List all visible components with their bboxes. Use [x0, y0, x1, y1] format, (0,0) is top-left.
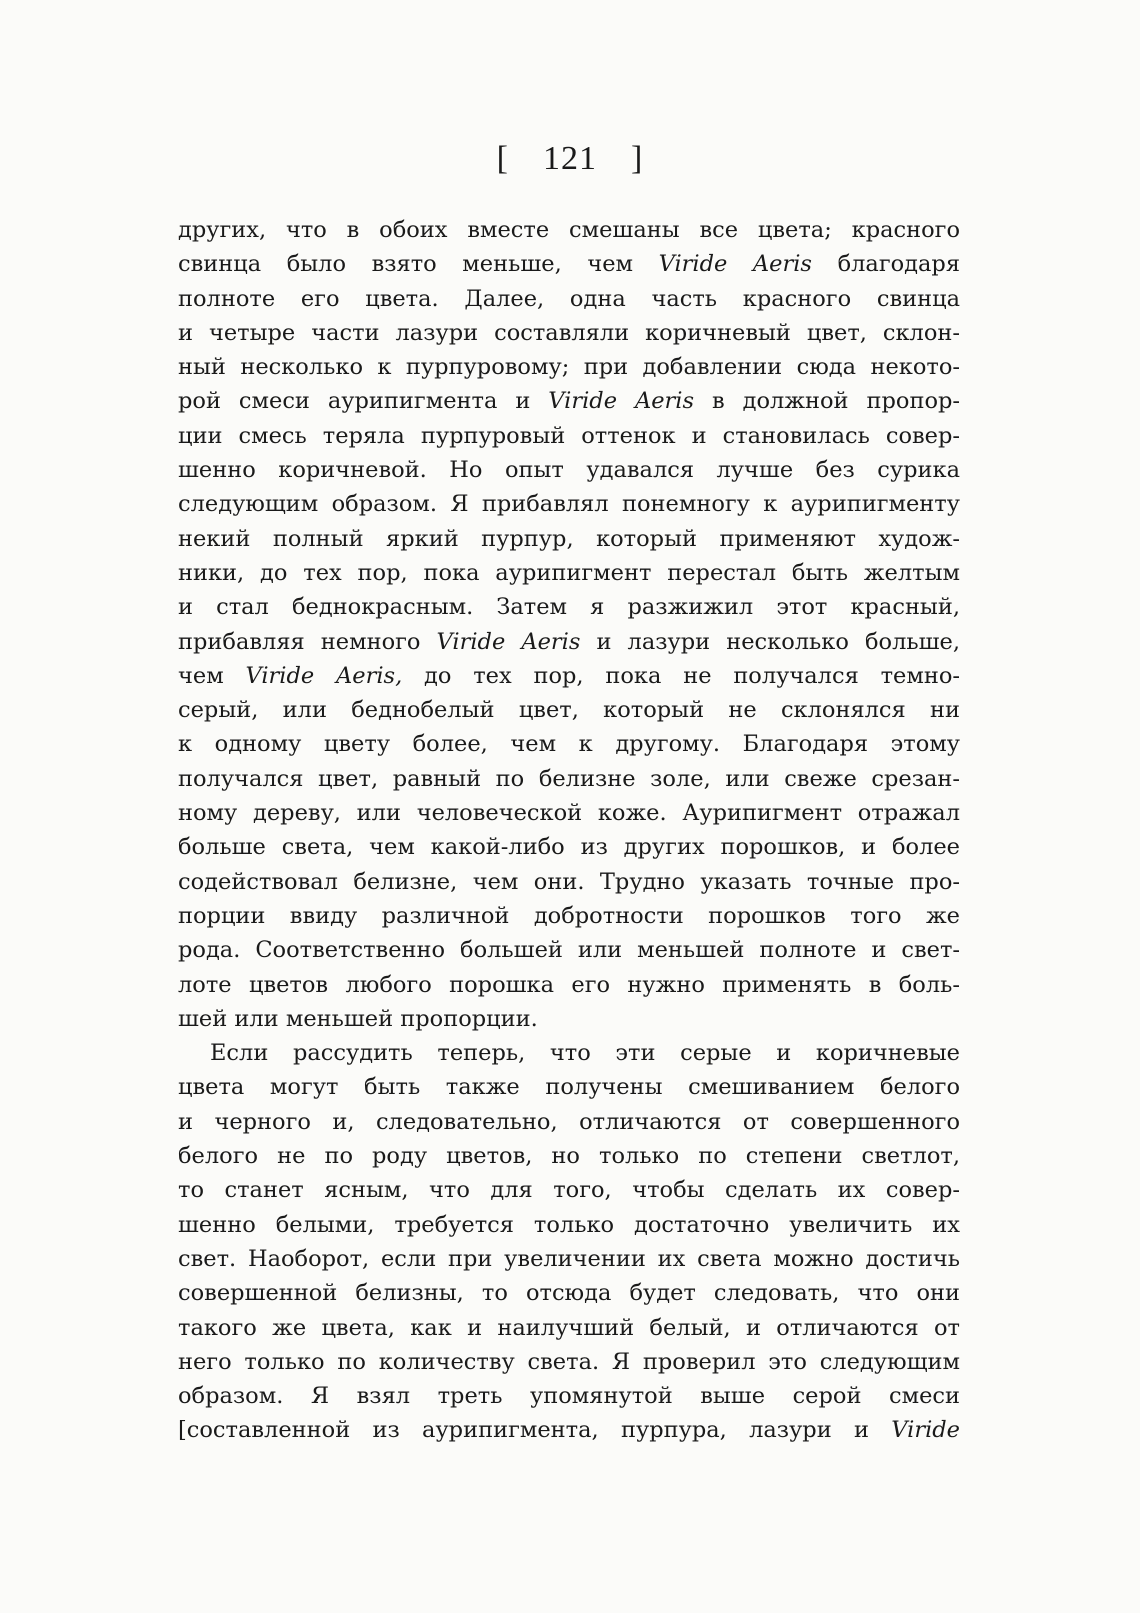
text-line	[178, 1379, 960, 1413]
text-line	[178, 899, 960, 933]
text-line	[178, 316, 960, 350]
text-run: в должной пропор-	[694, 388, 961, 415]
text-line	[178, 282, 960, 316]
italic-latin-term: Viride Aeris	[436, 628, 581, 655]
text-line	[178, 453, 960, 487]
text-run: белого не по роду цветов, но только по степени светлот,	[178, 1143, 960, 1170]
text-line	[178, 487, 960, 521]
text-run: и стал беднокрасным. Затем я разжижил этот красный,	[178, 594, 960, 621]
page-number-header	[0, 140, 1140, 178]
text-line	[178, 1036, 960, 1070]
text-line	[178, 1276, 960, 1310]
text-run: больше света, чем какой-либо из других порошков, и более	[178, 834, 960, 861]
text-run: до тех пор, пока не получался темно-	[402, 662, 960, 689]
text-run: шей или меньшей пропорции.	[178, 1005, 538, 1032]
text-run: него только по количеству света. Я проверил это следующим	[178, 1348, 960, 1375]
paragraph	[178, 213, 960, 1036]
text-line	[178, 968, 960, 1002]
italic-latin-term: Viride Aeris	[658, 251, 812, 278]
text-line	[178, 213, 960, 247]
text-line	[178, 1413, 960, 1447]
text-line	[178, 1070, 960, 1104]
italic-latin-term: Viride Aeris	[548, 388, 695, 415]
text-line	[178, 1242, 960, 1276]
text-run: полноте его цвета. Далее, одна часть красного свинца	[178, 285, 960, 312]
text-line	[178, 1311, 960, 1345]
text-line	[178, 522, 960, 556]
text-run: порции ввиду различной добротности порошков того же	[178, 902, 960, 929]
text-line	[178, 830, 960, 864]
text-run: такого же цвета, как и наилучший белый, и отличаются от	[178, 1314, 960, 1341]
text-run: Если рассудить теперь, что эти серые и коричневые	[210, 1040, 960, 1067]
text-line	[178, 590, 960, 624]
text-line	[178, 659, 960, 693]
text-run: свет. Наоборот, если при увеличении их света можно достичь	[178, 1245, 960, 1272]
text-run: серый, или беднобелый цвет, который не склонялся ни	[178, 697, 960, 724]
text-line	[178, 556, 960, 590]
left-bracket: [	[496, 140, 509, 177]
text-line	[178, 693, 960, 727]
text-run: благодаря	[811, 251, 961, 278]
text-run: шенно белыми, требуется только достаточно увеличить их	[178, 1211, 960, 1238]
text-line	[178, 625, 960, 659]
text-line	[178, 1173, 960, 1207]
text-line	[178, 1208, 960, 1242]
text-line	[178, 796, 960, 830]
text-line	[178, 350, 960, 384]
text-line	[178, 933, 960, 967]
page-number: 121	[543, 140, 597, 177]
text-line	[178, 247, 960, 281]
text-run: других, что в обоих вместе смешаны все цвета; красного	[178, 217, 960, 243]
text-run: образом. Я взял треть упомянутой выше серой смеси	[178, 1383, 960, 1410]
text-line	[178, 865, 960, 899]
text-run: ники, до тех пор, пока аурипигмент перестал быть желтым	[178, 559, 960, 586]
body-text	[178, 213, 960, 1448]
text-run: ный несколько к пурпуровому; при добавлении сюда некото-	[178, 354, 960, 381]
text-run: следующим образом. Я прибавлял понемногу к аурипигменту	[178, 491, 960, 518]
text-run: и четыре части лазури составляли коричневый цвет, склон-	[178, 319, 960, 346]
text-run: содействовал белизне, чем они. Трудно указать точные про-	[178, 868, 960, 895]
text-line	[178, 1345, 960, 1379]
text-run: к одному цвету более, чем к другому. Благодаря этому	[178, 731, 960, 758]
text-run: некий полный яркий пурпур, который применяют худож-	[178, 525, 960, 552]
italic-latin-term: Viride	[891, 1417, 960, 1444]
paragraph	[178, 1036, 960, 1448]
text-run: ному дереву, или человеческой коже. Аурипигмент отражал	[178, 800, 960, 827]
text-run: цвета могут быть также получены смешиванием белого	[178, 1074, 960, 1101]
text-line	[178, 727, 960, 761]
text-run: чем	[178, 662, 246, 689]
text-run: лоте цветов любого порошка его нужно применять в боль-	[178, 971, 960, 998]
text-run: свинца было взято меньше, чем	[178, 251, 659, 278]
text-line	[178, 384, 960, 418]
text-line	[178, 1105, 960, 1139]
text-run: получался цвет, равный по белизне золе, или свеже срезан-	[178, 765, 960, 792]
text-run: [составленной из аурипигмента, пурпура, лазури и	[178, 1417, 892, 1444]
right-bracket: ]	[631, 140, 644, 177]
text-run: рой смеси аурипигмента и	[178, 388, 549, 415]
text-run: рода. Соответственно большей или меньшей полноте и свет-	[178, 937, 960, 964]
text-run: шенно коричневой. Но опыт удавался лучше без сурика	[178, 457, 960, 484]
text-run: то станет ясным, что для того, чтобы сделать их совер-	[178, 1177, 960, 1204]
italic-latin-term: Viride Aeris,	[245, 662, 403, 689]
text-run: и лазури несколько больше,	[580, 628, 961, 655]
text-run: и черного и, следовательно, отличаются от совершенного	[178, 1108, 960, 1135]
text-run: совершенной белизны, то отсюда будет следовать, что они	[178, 1280, 960, 1307]
text-run: ции смесь теряла пурпуровый оттенок и становилась совер-	[178, 422, 960, 449]
text-line	[178, 419, 960, 453]
text-run: прибавляя немного	[178, 628, 437, 655]
text-line	[178, 1002, 960, 1036]
text-line	[178, 762, 960, 796]
text-line	[178, 1139, 960, 1173]
